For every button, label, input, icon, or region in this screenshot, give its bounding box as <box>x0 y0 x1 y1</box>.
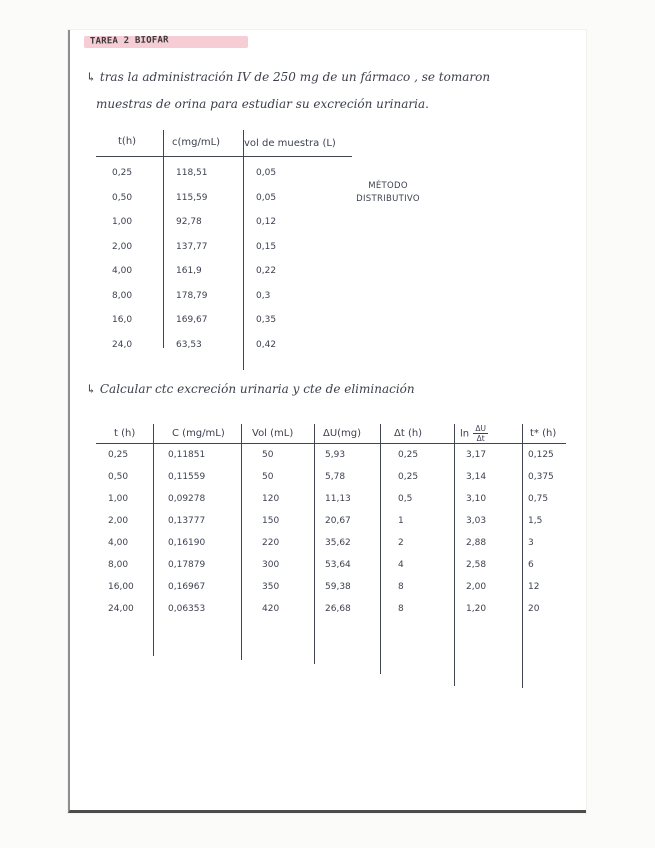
t1-cell-r6-c1: 8,00 <box>112 290 133 301</box>
t2-cell-r8-c1: 24,00 <box>108 604 134 614</box>
t2-cell-r2-c3: 50 <box>262 472 274 482</box>
t1-cell-r6-c2: 178,79 <box>176 290 208 301</box>
t1-cell-r2-c1: 0,50 <box>112 192 133 203</box>
t2-cell-r6-c5: 4 <box>398 560 404 570</box>
t2-cell-r5-c5: 2 <box>398 538 404 548</box>
intro-line-2: muestras de orina para estudiar su excreción urinaria. <box>96 97 429 111</box>
t2-cell-r2-c7: 0,375 <box>528 472 554 482</box>
t2-cell-r8-c3: 420 <box>262 604 280 614</box>
t2-cell-r6-c2: 0,17879 <box>168 560 206 570</box>
t1-header-rule <box>96 156 352 157</box>
t2-col-rule-1 <box>153 424 154 656</box>
fraction-numerator: ΔU <box>475 424 486 433</box>
t2-cell-r5-c7: 3 <box>528 538 534 548</box>
t1-cell-r7-c3: 0,35 <box>256 315 277 325</box>
t2-header-conc: C (mg/mL) <box>172 428 225 439</box>
t2-cell-r1-c7: 0,125 <box>528 450 554 460</box>
t2-cell-r1-c5: 0,25 <box>398 450 419 460</box>
t2-cell-r5-c1: 4,00 <box>108 538 129 548</box>
t2-cell-r8-c7: 20 <box>528 604 540 614</box>
t2-col-rule-6 <box>522 424 523 688</box>
t2-cell-r6-c1: 8,00 <box>108 560 129 570</box>
t2-cell-r3-c7: 0,75 <box>528 494 549 504</box>
t2-cell-r3-c1: 1,00 <box>108 494 129 504</box>
t2-cell-r6-c7: 6 <box>528 560 534 570</box>
t2-cell-r6-c4: 53,64 <box>325 560 351 570</box>
t1-col-rule-1 <box>163 130 164 348</box>
t2-cell-r7-c1: 16,00 <box>108 582 134 592</box>
t2-header-du: ΔU(mg) <box>323 428 362 439</box>
t1-header-time: t(h) <box>118 136 137 147</box>
t1-cell-r3-c1: 1,00 <box>112 217 133 227</box>
t2-cell-r4-c5: 1 <box>398 516 404 526</box>
t2-col-rule-2 <box>241 424 242 660</box>
t2-header-ln <box>460 424 489 443</box>
t2-cell-r4-c2: 0,13777 <box>168 516 206 526</box>
t2-cell-r5-c4: 35,62 <box>325 538 351 548</box>
t2-cell-r6-c3: 300 <box>262 560 280 570</box>
t1-cell-r8-c1: 24,0 <box>112 339 133 350</box>
t2-cell-r8-c4: 26,68 <box>325 604 351 614</box>
t1-col-rule-2 <box>243 130 244 370</box>
method-note-line-1: MÉTODO <box>368 181 408 191</box>
t1-cell-r7-c1: 16,0 <box>112 315 133 325</box>
t2-cell-r4-c7: 1,5 <box>528 516 543 526</box>
t2-header-vol: Vol (mL) <box>252 428 294 439</box>
t2-cell-r4-c4: 20,67 <box>325 516 351 526</box>
t2-cell-r7-c5: 8 <box>398 582 404 592</box>
t2-header-ln-text: ln <box>460 428 470 440</box>
t2-cell-r5-c3: 220 <box>262 538 280 548</box>
t1-cell-r4-c3: 0,15 <box>256 241 277 252</box>
t2-cell-r3-c2: 0,09278 <box>168 494 206 504</box>
t1-cell-r2-c2: 115,59 <box>176 192 208 203</box>
method-note-line-2: DISTRIBUTIVO <box>356 194 420 204</box>
t2-cell-r5-c6: 2,88 <box>466 538 487 548</box>
t2-cell-r1-c2: 0,11851 <box>168 450 206 460</box>
t1-cell-r2-c3: 0,05 <box>256 192 277 203</box>
intro-line-1: ↳ tras la administración IV de 250 mg de un fármaco , se tomaron <box>86 70 491 84</box>
t2-col-rule-4 <box>380 424 381 674</box>
t2-header-rule <box>96 443 566 444</box>
t2-header-time: t (h) <box>114 428 136 439</box>
t1-header-conc: c(mg/mL) <box>172 137 221 148</box>
t2-cell-r3-c3: 120 <box>262 494 280 504</box>
t2-cell-r1-c1: 0,25 <box>108 450 129 460</box>
t2-cell-r2-c2: 0,11559 <box>168 472 206 482</box>
t2-cell-r3-c6: 3,10 <box>466 494 487 504</box>
t1-cell-r8-c3: 0,42 <box>256 339 277 350</box>
t1-cell-r8-c2: 63,53 <box>176 339 202 350</box>
t2-cell-r3-c4: 11,13 <box>325 494 351 504</box>
t2-cell-r2-c6: 3,14 <box>466 472 487 482</box>
t2-cell-r1-c3: 50 <box>262 450 274 460</box>
t2-header-tstar: t* (h) <box>530 428 557 439</box>
section-2-statement: ↳ Calcular ctc excreción urinaria y cte de eliminación <box>86 382 415 396</box>
t2-col-rule-5 <box>454 424 455 686</box>
t2-cell-r7-c4: 59,38 <box>325 582 351 592</box>
t2-cell-r7-c2: 0,16967 <box>168 582 206 592</box>
t2-cell-r5-c2: 0,16190 <box>168 538 206 548</box>
t1-header-vol: vol de muestra (L) <box>244 138 336 149</box>
t2-cell-r1-c6: 3,17 <box>466 450 487 460</box>
t1-cell-r3-c3: 0,12 <box>256 217 277 227</box>
t2-col-rule-3 <box>314 424 315 664</box>
t1-cell-r5-c1: 4,00 <box>112 266 133 276</box>
t1-cell-r4-c2: 137,77 <box>176 241 208 252</box>
t2-cell-r8-c2: 0,06353 <box>168 604 206 614</box>
method-note <box>348 180 428 206</box>
t1-cell-r6-c3: 0,3 <box>256 290 271 301</box>
t2-cell-r1-c4: 5,93 <box>325 450 346 460</box>
t2-cell-r4-c1: 2,00 <box>108 516 129 526</box>
t2-cell-r6-c6: 2,58 <box>466 560 487 570</box>
fraction-denominator: Δt <box>476 434 485 443</box>
t1-cell-r3-c2: 92,78 <box>176 217 202 227</box>
t2-cell-r8-c5: 8 <box>398 604 404 614</box>
t2-cell-r2-c1: 0,50 <box>108 472 129 482</box>
t2-cell-r7-c6: 2,00 <box>466 582 487 592</box>
t2-cell-r2-c5: 0,25 <box>398 472 419 482</box>
t2-cell-r4-c3: 150 <box>262 516 280 526</box>
t1-cell-r1-c2: 118,51 <box>176 168 208 178</box>
t2-cell-r4-c6: 3,03 <box>466 516 487 526</box>
t2-cell-r7-c7: 12 <box>528 582 540 592</box>
t1-cell-r5-c3: 0,22 <box>256 266 277 276</box>
t2-cell-r2-c4: 5,78 <box>325 472 346 482</box>
t1-cell-r1-c3: 0,05 <box>256 168 277 178</box>
t1-cell-r5-c2: 161,9 <box>176 266 202 276</box>
t1-cell-r7-c2: 169,67 <box>176 315 208 325</box>
t2-cell-r3-c5: 0,5 <box>398 494 413 504</box>
t1-cell-r1-c1: 0,25 <box>112 168 133 178</box>
t1-cell-r4-c1: 2,00 <box>112 241 133 252</box>
t2-header-dt: Δt (h) <box>394 428 423 439</box>
t2-cell-r8-c6: 1,20 <box>466 604 487 614</box>
page-title: TAREA 2 BIOFAR <box>89 35 169 47</box>
t2-cell-r7-c3: 350 <box>262 582 280 592</box>
t2-header-ln-fraction <box>473 424 488 443</box>
